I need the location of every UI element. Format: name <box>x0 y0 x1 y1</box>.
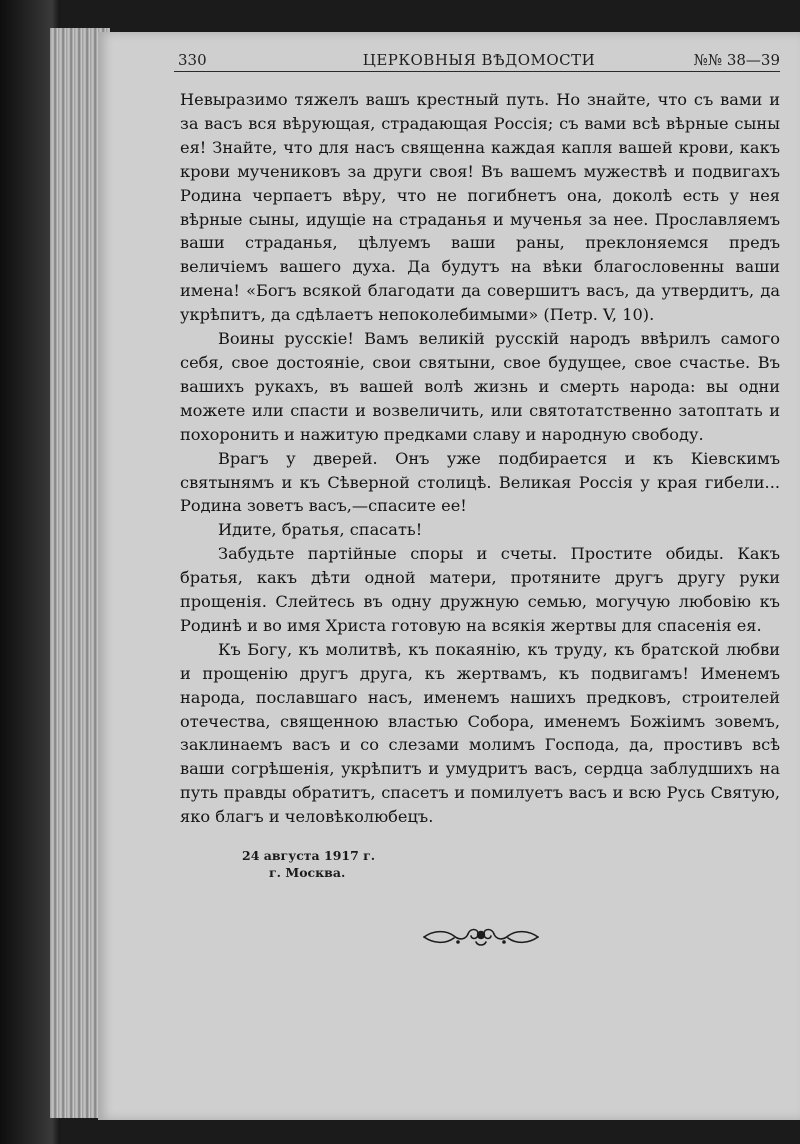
paragraph: Идите, братья, спасать! <box>218 520 423 540</box>
body-text <box>180 88 780 829</box>
floral-ornament-icon <box>420 922 542 952</box>
paragraph: Врагъ у дверей. Онъ уже подбирается и къ Кіевскимъ святынямъ и къ Сѣверной столицѣ. Великая Россія у края гибели... Родина зоветъ васъ,—спасите ее! <box>180 448 780 516</box>
header-rule <box>174 71 780 72</box>
signature-place: г. Москва. <box>269 865 346 880</box>
signature-date: 24 августа 1917 г. <box>242 848 376 863</box>
running-header <box>178 49 780 73</box>
paragraph: Забудьте партійные споры и счеты. Простите обиды. Какъ братья, какъ дѣти одной матери, протяните другъ другу руки прощенія. Слейтесь въ одну дружную семью, могучую любовію къ Родинѣ и во имя Христа готовую на всякія жертвы для спасенія ея. <box>180 544 780 635</box>
paragraph: Невыразимо тяжелъ вашъ крестный путь. Но знайте, что съ вами и за васъ вся вѣрующая, страдающая Россія; съ вами всѣ вѣрные сыны ея! Знайте, что для насъ священна каждая капля вашей крови, какъ крови мучениковъ за други своя! Въ вашемъ мужествѣ и подвигахъ Родина черпаетъ вѣру, что не погибнетъ она, доколѣ есть у нея вѣрные сыны, идущіе на страданья и мученья за нее. Прославляемъ ваши страданья, цѣлуемъ ваши раны, преклоняемся предъ величіемъ вашего духа. Да будутъ на вѣки благословенны ваши имена! «Богъ всякой благодати да совершитъ васъ, да утвердитъ, да укрѣпитъ, да сдѣлаетъ непоколебимыми» (Петр. V, 10). <box>180 90 780 325</box>
paragraph: Къ Богу, къ молитвѣ, къ покаянію, къ труду, къ братской любви и прощенію другъ друга, къ жертвамъ, къ подвигамъ! Именемъ народа, пославшаго насъ, именемъ нашихъ предковъ, строителей отечества, священною властью Собора, именемъ Божіимъ зовемъ, заклинаемъ васъ и со слезами молимъ Господа, да, простивъ всѣ ваши согрѣшенія, укрѣпитъ и умудритъ васъ, сердца заблудшихъ на путь правды обратитъ, спасетъ и помилуетъ васъ и всю Русь Святую, яко благъ и человѣколюбецъ. <box>180 639 780 827</box>
paragraph: Воины русскіе! Вамъ великій русскій народъ ввѣрилъ самого себя, свое достояніе, свои святыни, свое будущее, свое счастье. Въ вашихъ рукахъ, въ вашей волѣ жизнь и смерть народа: вы одни можете или спасти и возвеличить, или святотатственно затоптать и похоронить и нажитую предками славу и народную свободу. <box>180 329 780 444</box>
page-number: 330 <box>178 51 207 69</box>
journal-title: ЦЕРКОВНЫЯ ВѢДОМОСТИ <box>362 51 596 69</box>
issue-number: №№ 38—39 <box>693 51 780 69</box>
